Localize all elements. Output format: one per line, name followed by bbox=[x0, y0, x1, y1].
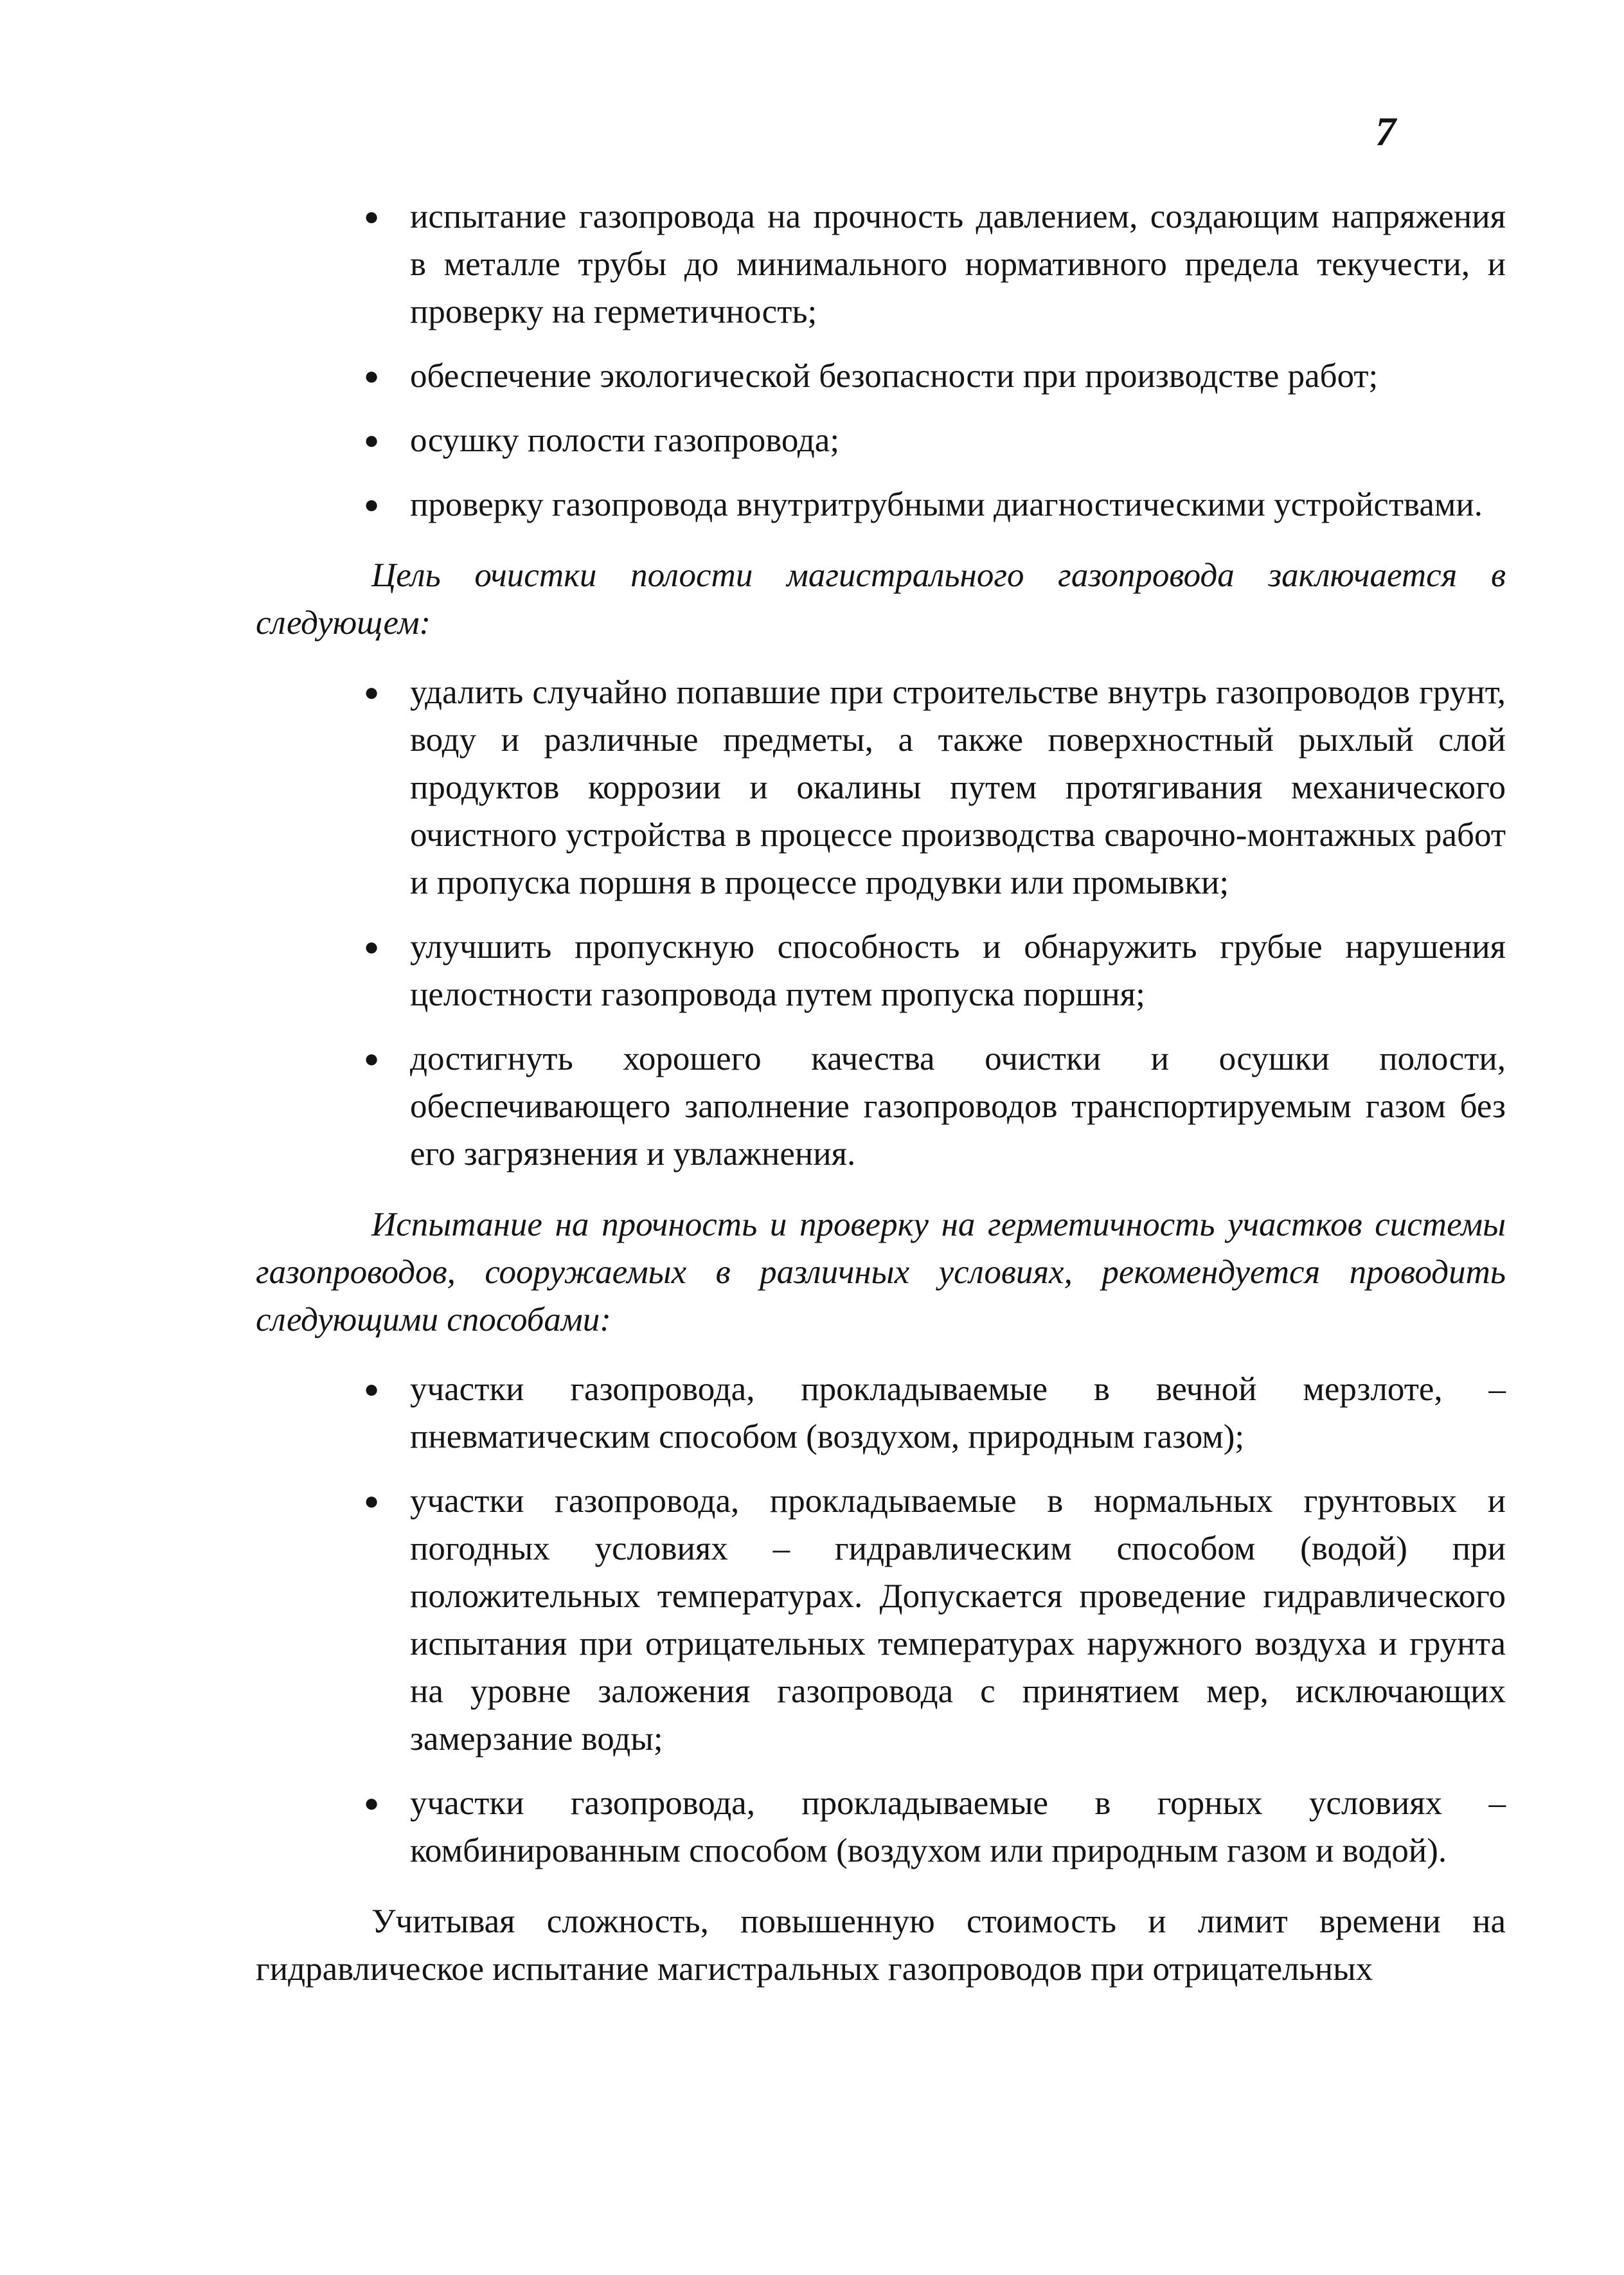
list-item: ● участки газопровода, прокладываемые в горных условиях – комбинированным способом (воздухом или природным газом и водой). bbox=[256, 1779, 1506, 1875]
bullet-list-testing-methods bbox=[256, 1365, 1506, 1875]
bullet-list-test-steps bbox=[256, 193, 1506, 528]
bullet-icon: ● bbox=[364, 1486, 380, 1515]
list-item: ● участки газопровода, прокладываемые в нормальных грунтовых и погодных условиях – гидравлическим способом (водой) при положительных температурах. Допускается проведение гидравлического испытания при отрицательных температурах наружного воздуха и грунта на уровне заложения газопровода с принятием мер, исключающих замерзание воды; bbox=[256, 1477, 1506, 1763]
bullet-icon: ● bbox=[364, 1788, 380, 1817]
list-item: ● испытание газопровода на прочность давлением, создающим напряжения в металле трубы до минимального нормативного предела текучести, и проверку на герметичность; bbox=[256, 193, 1506, 336]
cleaning-goal-paragraph: Цель очистки полости магистрального газопровода заключается в следующем: bbox=[256, 557, 1506, 642]
page-number: 7 bbox=[1375, 109, 1396, 154]
list-item: ● улучшить пропускную способность и обнаружить грубые нарушения целостности газопровода путем пропуска поршня; bbox=[256, 923, 1506, 1018]
bullet-icon: ● bbox=[364, 932, 380, 961]
page-content bbox=[256, 193, 1506, 1993]
bullet-list-cleaning-goals bbox=[256, 669, 1506, 1178]
bullet-icon: ● bbox=[364, 361, 380, 390]
bullet-icon: ● bbox=[364, 1044, 380, 1073]
list-item: ● проверку газопровода внутритрубными диагностическими устройствами. bbox=[256, 481, 1506, 528]
list-item: ● осушку полости газопровода; bbox=[256, 417, 1506, 464]
bullet-icon: ● bbox=[364, 490, 380, 519]
list-item: ● достигнуть хорошего качества очистки и осушки полости, обеспечивающего заполнение газопроводов транспортируемым газом без его загрязнения и увлажнения. bbox=[256, 1035, 1506, 1178]
list-item: ● удалить случайно попавшие при строительстве внутрь газопроводов грунт, воду и различные предметы, а также поверхностный рыхлый слой продуктов коррозии и окалины путем протягивания механического очистного устройства в процессе производства сварочно-монтажных работ и пропуска поршня в процессе продувки или промывки; bbox=[256, 669, 1506, 906]
list-item: ● обеспечение экологической безопасности при производстве работ; bbox=[256, 352, 1506, 400]
bullet-icon: ● bbox=[364, 426, 380, 454]
list-item: ● участки газопровода, прокладываемые в вечной мерзлоте, – пневматическим способом (воздухом, природным газом); bbox=[256, 1365, 1506, 1461]
testing-methods-paragraph: Испытание на прочность и проверку на герметичность участков системы газопроводов, сооружаемых в различных условиях, рекомендуется проводить следующими способами: bbox=[256, 1206, 1506, 1338]
bullet-icon: ● bbox=[364, 1374, 380, 1403]
bullet-icon: ● bbox=[364, 678, 380, 706]
final-paragraph: Учитывая сложность, повышенную стоимость и лимит времени на гидравлическое испытание магистральных газопроводов при отрицательных bbox=[256, 1903, 1506, 1988]
bullet-icon: ● bbox=[364, 202, 380, 231]
